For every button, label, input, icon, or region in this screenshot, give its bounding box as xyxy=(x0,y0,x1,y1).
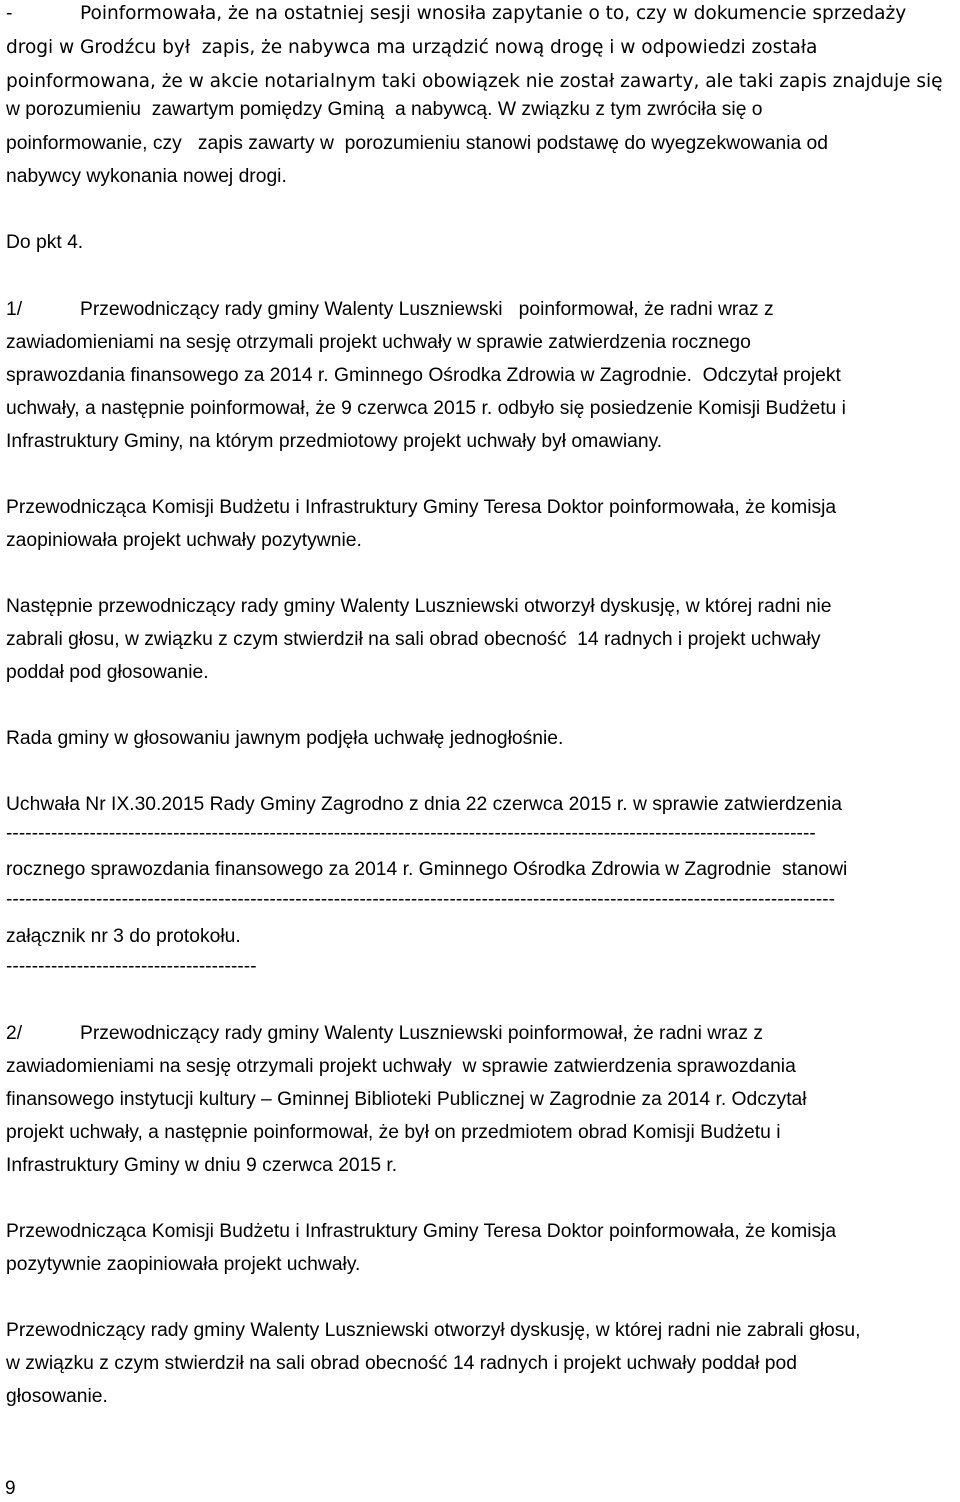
item-2-line-1: Przewodniczący rady gminy Walenty Luszniewski poinformował, że radni wraz z xyxy=(80,1023,763,1044)
item-2-discussion-line-3: głosowanie. xyxy=(6,1386,108,1407)
intro-line-1: Poinformowała, że na ostatniej sesji wnosiła zapytanie o to, czy w dokumencie sprzedaży xyxy=(80,3,907,24)
intro-line-5: poinformowanie, czy zapis zawarty w porozumieniu stanowi podstawę do wyegzekwowania od xyxy=(6,133,829,154)
item-1-vote-line: Rada gminy w głosowaniu jawnym podjęła uchwałę jednogłośnie. xyxy=(6,728,564,749)
item-2-line-5: Infrastruktury Gminy w dniu 9 czerwca 2015 r. xyxy=(6,1155,398,1176)
bullet-dash: - xyxy=(6,3,13,24)
item-2-committee-line-2: pozytywnie zaopiniowała projekt uchwały. xyxy=(6,1254,361,1275)
intro-line-4: w porozumieniu zawartym pomiędzy Gminą a nabywcą. W związku z tym zwróciła się o xyxy=(6,99,763,120)
item-1-resolution-dashes-2: --------------------------------------------------------------------------------------------------------------------------------- xyxy=(6,889,836,910)
item-2-line-2: zawiadomieniami na sesję otrzymali projekt uchwały w sprawie zatwierdzenia sprawozdania xyxy=(6,1056,796,1077)
intro-line-2: drogi w Grodźcu był zapis, że nabywca ma urządzić nową drogę i w odpowiedzi została xyxy=(6,37,818,58)
intro-line-3: poinformowana, że w akcie notarialnym taki obowiązek nie został zawarty, ale taki zapis znajduje się xyxy=(6,71,943,92)
item-1-line-3: sprawozdania finansowego za 2014 r. Gminnego Ośrodka Zdrowia w Zagrodnie. Odczytał projekt xyxy=(6,365,841,386)
item-1-line-2: zawiadomieniami na sesję otrzymali projekt uchwały w sprawie zatwierdzenia rocznego xyxy=(6,332,751,353)
intro-line-6: nabywcy wykonania nowej drogi. xyxy=(6,166,287,187)
page-number: 9 xyxy=(5,1478,16,1499)
item-2-committee-line-1: Przewodnicząca Komisji Budżetu i Infrastruktury Gminy Teresa Doktor poinformowała, że komisja xyxy=(6,1221,837,1242)
item-1-discussion-line-2: zabrali głosu, w związku z czym stwierdził na sali obrad obecność 14 radnych i projekt uchwały xyxy=(6,629,821,650)
item-2-line-4: projekt uchwały, a następnie poinformował, że był on przedmiotem obrad Komisji Budżetu i xyxy=(6,1122,781,1143)
item-2-line-3: finansowego instytucji kultury – Gminnej Biblioteki Publicznej w Zagrodnie za 2014 r. Odczytał xyxy=(6,1089,807,1110)
item-1-attachment-line: załącznik nr 3 do protokołu. xyxy=(6,926,241,947)
item-2-discussion-line-1: Przewodniczący rady gminy Walenty Luszniewski otworzył dyskusję, w której radni nie zabrali głosu, xyxy=(6,1320,861,1341)
item-1-resolution-line-2: rocznego sprawozdania finansowego za 2014 r. Gminnego Ośrodka Zdrowia w Zagrodnie stanowi xyxy=(6,859,848,880)
item-1-line-5: Infrastruktury Gminy, na którym przedmiotowy projekt uchwały był omawiany. xyxy=(6,431,663,452)
item-1-line-1: Przewodniczący rady gminy Walenty Luszniewski poinformował, że radni wraz z xyxy=(80,299,774,320)
item-2-discussion-line-2: w związku z czym stwierdził na sali obrad obecność 14 radnych i projekt uchwały poddał pod xyxy=(6,1353,797,1374)
item-1-committee-line-1: Przewodnicząca Komisji Budżetu i Infrastruktury Gminy Teresa Doktor poinformowała, że komisja xyxy=(6,497,837,518)
item-1-discussion-line-1: Następnie przewodniczący rady gminy Walenty Luszniewski otworzył dyskusję, w której radni nie xyxy=(6,596,832,617)
item-1-committee-line-2: zaopiniowała projekt uchwały pozytywnie. xyxy=(6,530,362,551)
item-1-resolution-line-1: Uchwała Nr IX.30.2015 Rady Gminy Zagrodno z dnia 22 czerwca 2015 r. w sprawie zatwierdzenia xyxy=(6,794,842,815)
item-1-number: 1/ xyxy=(6,299,23,320)
item-1-discussion-line-3: poddał pod głosowanie. xyxy=(6,662,209,683)
section-heading: Do pkt 4. xyxy=(6,232,84,253)
item-1-line-4: uchwały, a następnie poinformował, że 9 czerwca 2015 r. odbyło się posiedzenie Komisji Budżetu i xyxy=(6,398,846,419)
item-1-resolution-dashes-1: ------------------------------------------------------------------------------------------------------------------------------ xyxy=(6,823,816,844)
item-2-number: 2/ xyxy=(6,1023,23,1044)
item-1-resolution-dashes-3: --------------------------------------- xyxy=(6,956,257,977)
